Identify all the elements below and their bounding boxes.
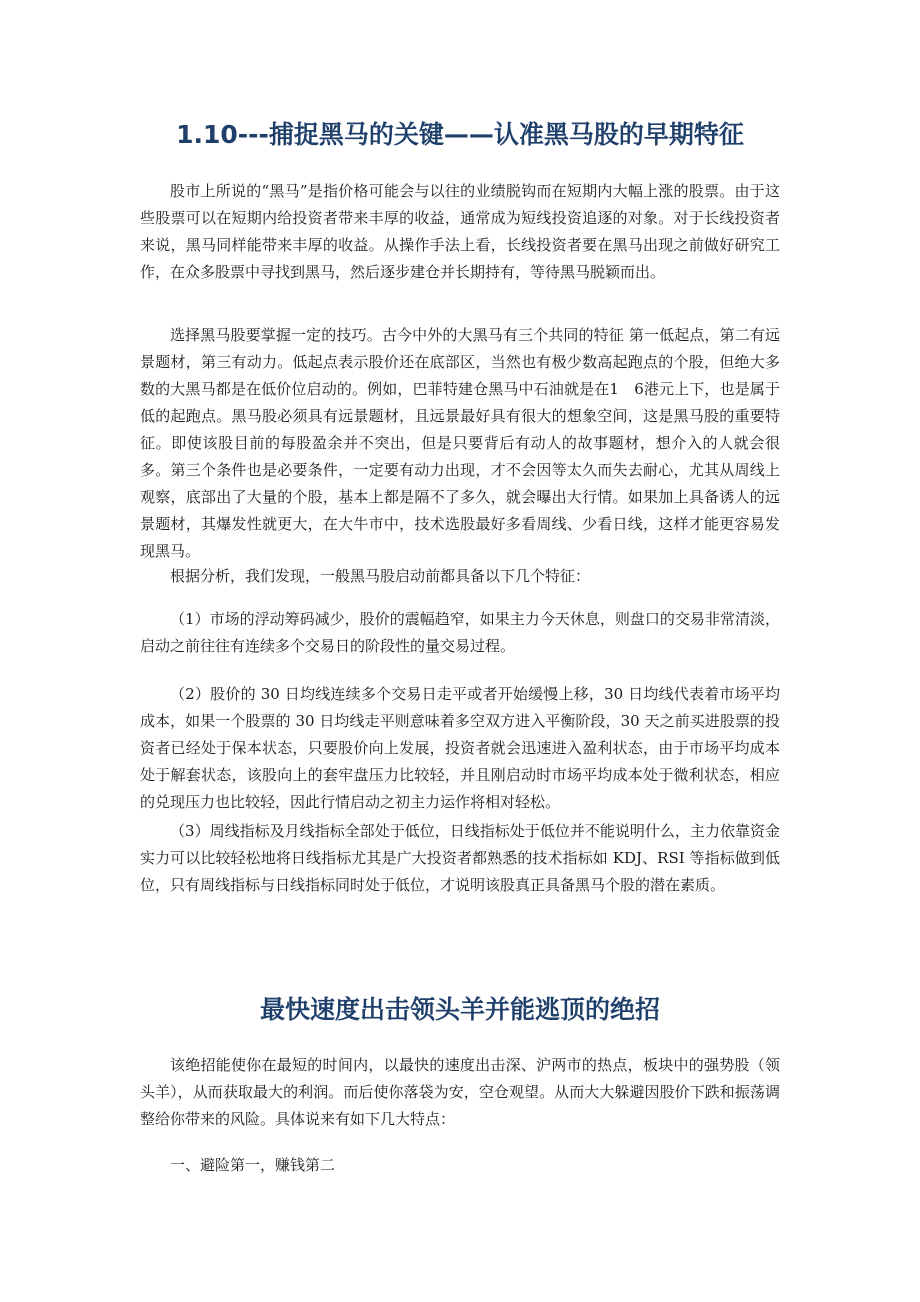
paragraph-feature-3: （3）周线指标及月线指标全部处于低位，日线指标处于低位并不能说明什么，主力依靠资金实力可以比较轻松地将日线指标尤其是广大投资者都熟悉的技术指标如 KDJ、RSI 等指标做到低位，只有周线指标与日线指标同时处于低位，才说明该股真正具备黑马个股的潜在素质。 (140, 822, 780, 894)
paragraph-point-1: 一、避险第一，赚钱第二 (170, 1156, 336, 1174)
paragraph-analysis-intro: 根据分析，我们发现，一般黑马股启动前都具备以下几个特征： (170, 567, 591, 585)
paragraph-dark-horse-definition: 股市上所说的“黑马”是指价格可能会与以往的业绩脱钩而在短期内大幅上涨的股票。由于这些股票可以在短期内给投资者带来丰厚的收益，通常成为短线投资追逐的对象。对于长线投资者来说，黑马同样能带来丰厚的收益。从操作手法上看，长线投资者要在黑马出现之前做好研究工作，在众多股票中寻找到黑马，然后逐步建仓并长期持有，等待黑马脱颖而出。 (140, 182, 780, 281)
paragraph-lead-sheep-intro: 该绝招能使你在最短的时间内，以最快的速度出击深、沪两市的热点，板块中的强势股（领头羊），从而获取最大的利润。而后使你落袋为安，空仓观望。从而大大躲避因股价下跌和振荡调整给你带来的风险。具体说来有如下几大特点： (140, 1056, 780, 1128)
section-title-dark-horse: 1.10---捕捉黑马的关键——认准黑马股的早期特征 (176, 120, 744, 149)
paragraph-feature-2: （2）股价的 30 日均线连续多个交易日走平或者开始缓慢上移，30 日均线代表着市场平均成本，如果一个股票的 30 日均线走平则意味着多空双方进入平衡阶段，30 天之前买进股票的投资者已经处于保本状态，只要股价向上发展，投资者就会迅速进入盈利状态，由于市场平均成本处于解套状态，该股向上的套牢盘压力比较轻，并且刚启动时市场平均成本处于微利状态，相应的兑现压力也比较轻，因此行情启动之初主力运作将相对轻松。 (140, 685, 780, 811)
section-title-lead-sheep: 最快速度出击领头羊并能逃顶的绝招 (259, 995, 660, 1024)
paragraph-selection-skills: 选择黑马股要掌握一定的技巧。古今中外的大黑马有三个共同的特征 第一低起点，第二有远景题材，第三有动力。低起点表示股价还在底部区，当然也有极少数高起跑点的个股，但绝大多数的大黑马都是在低价位启动的。例如，巴菲特建仓黑马中石油就是在1 6港元上下，也是属于低的起跑点。黑马股必须具有远景题材，且远景最好具有很大的想象空间，这是黑马股的重要特征。即使该股目前的每股盈余并不突出，但是只要背后有动人的故事题材，想介入的人就会很多。第三个条件也是必要条件，一定要有动力出现，才不会因等太久而失去耐心，尤其从周线上观察，底部出了大量的个股，基本上都是隔不了多久，就会曝出大行情。如果加上具备诱人的远景题材，其爆发性就更大，在大牛市中，技术选股最好多看周线、少看日线，这样才能更容易发现黑马。 (140, 326, 780, 560)
paragraph-feature-1: （1）市场的浮动筹码减少，股价的震幅趋窄，如果主力今天休息，则盘口的交易非常清淡，启动之前往往有连续多个交易日的阶段性的量交易过程。 (140, 610, 780, 655)
